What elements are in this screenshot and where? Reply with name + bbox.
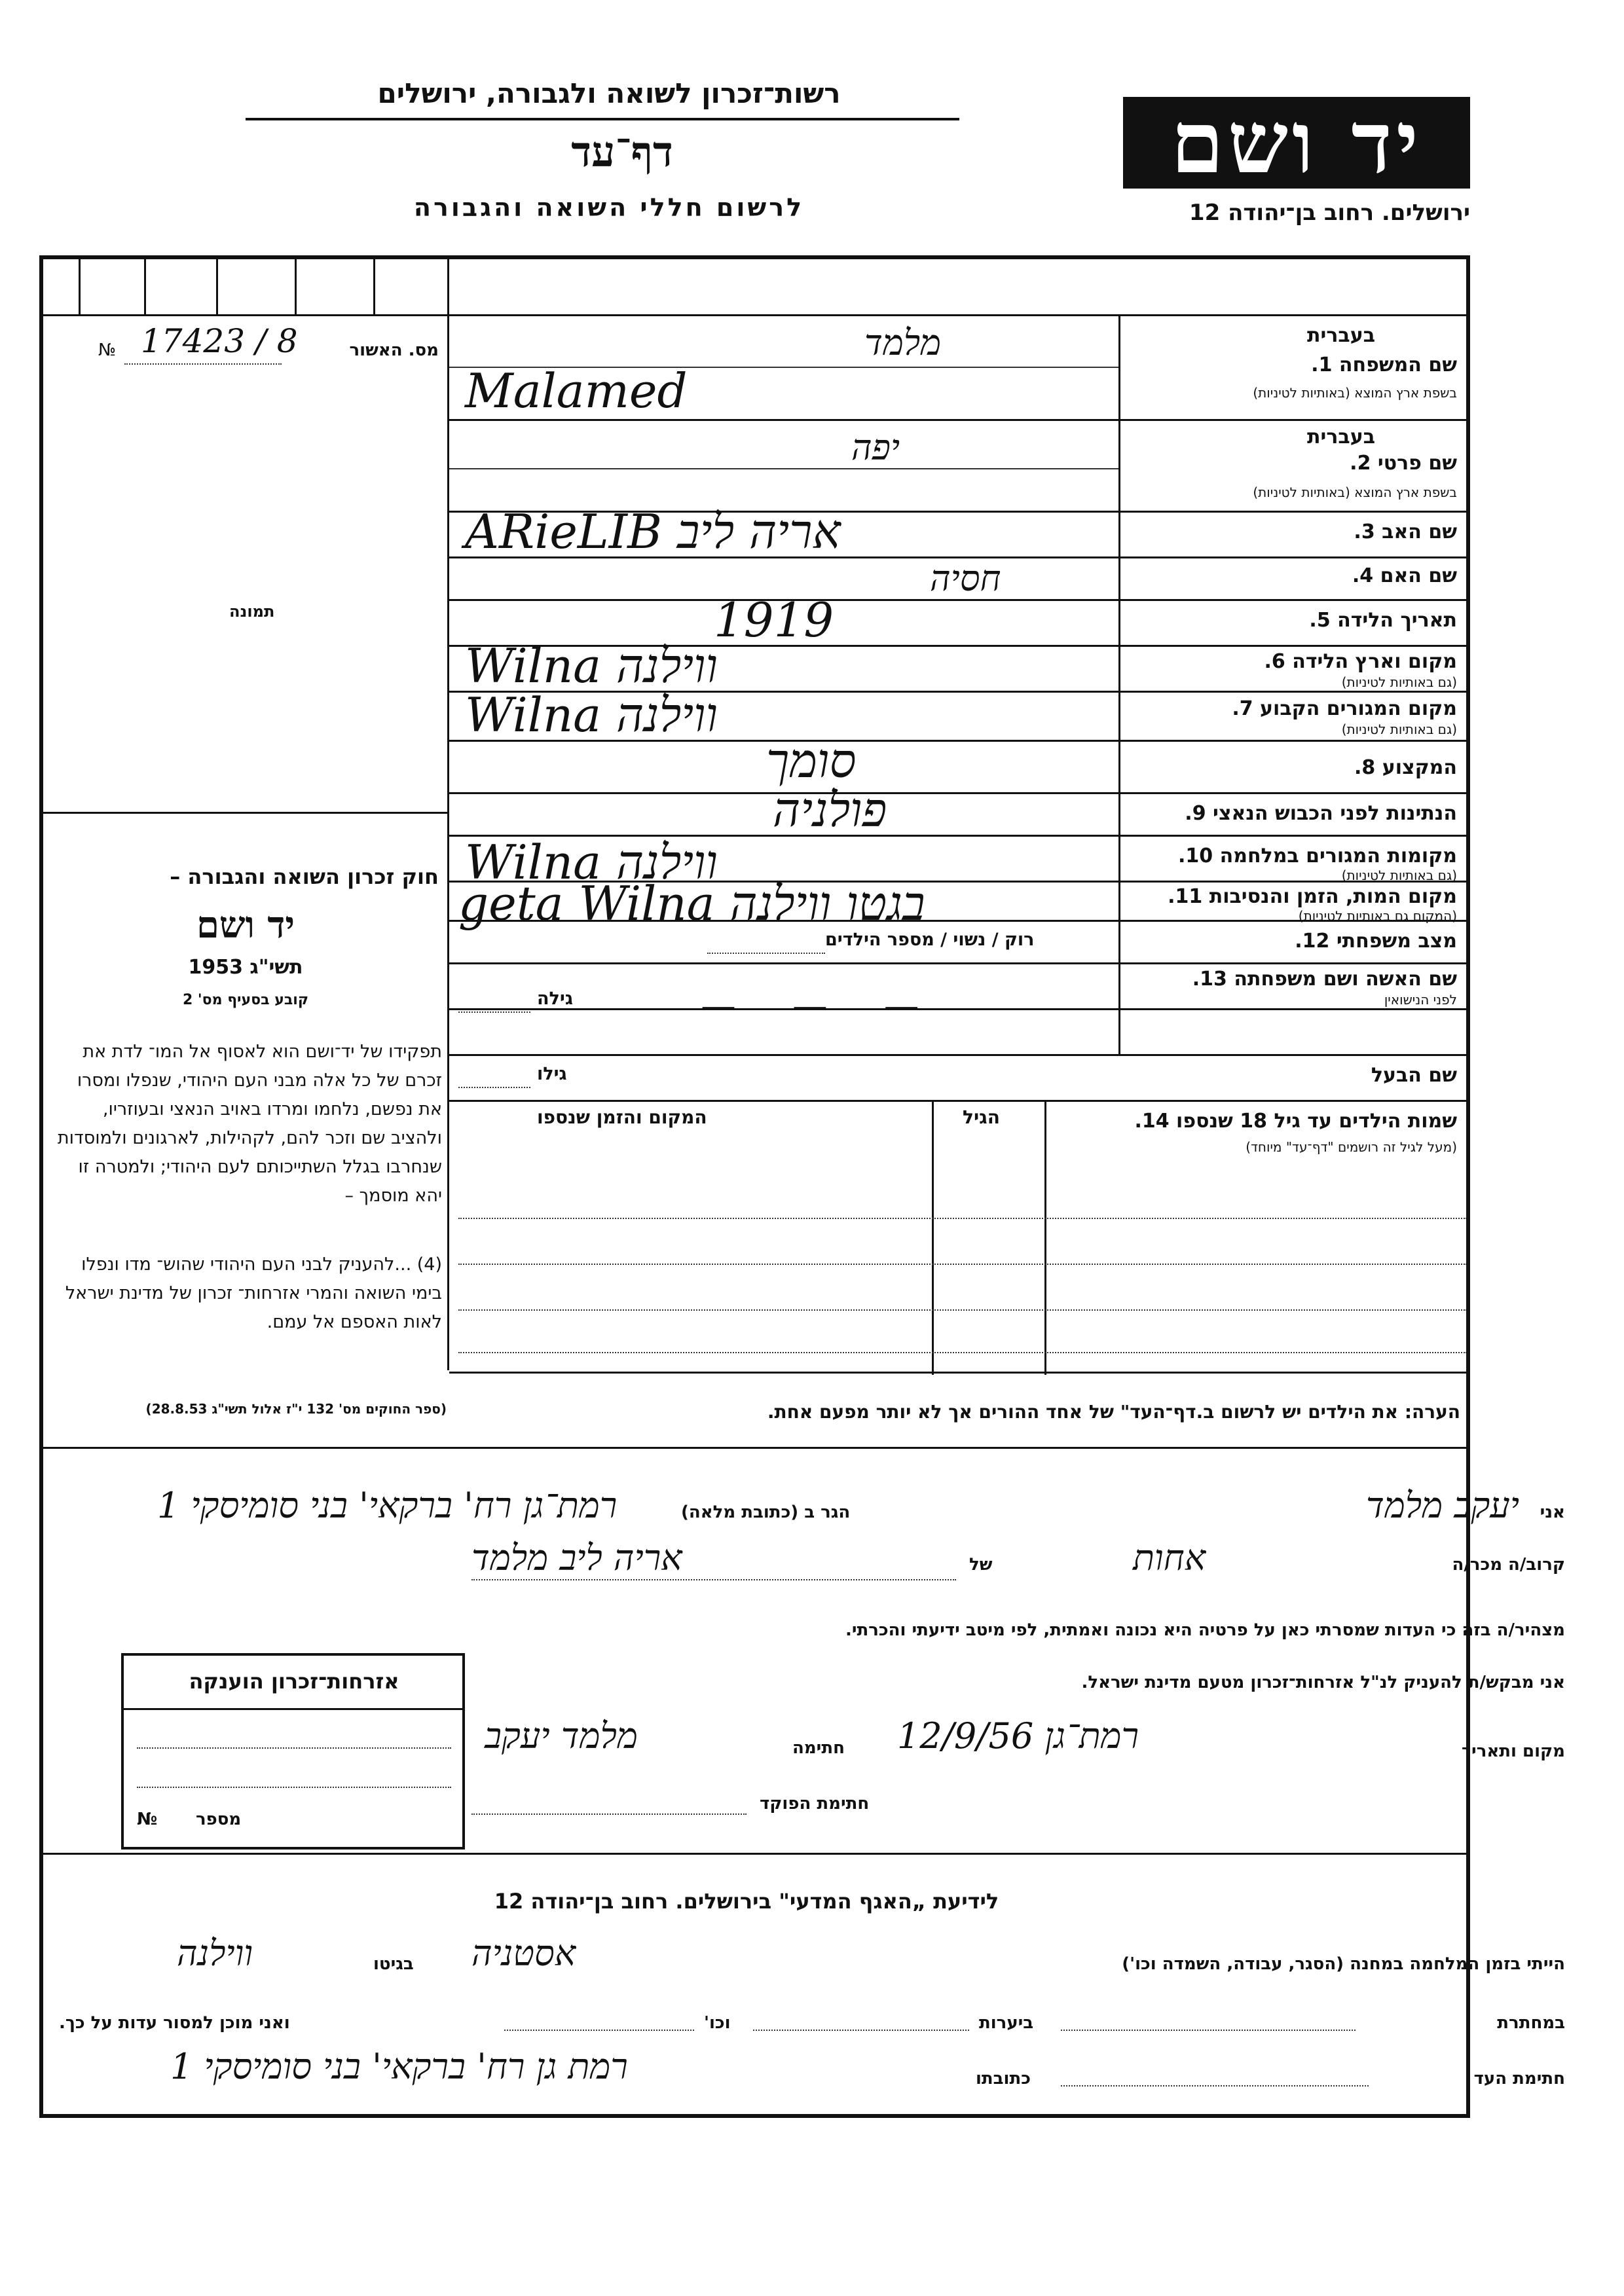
field-7-label-text: מקום המגורים הקבוע — [1260, 697, 1457, 720]
footer-line2-mid: ביערות — [979, 2013, 1034, 2033]
field-1-label-text: שם המשפחה — [1338, 354, 1457, 376]
citizenship-number-prefix: № — [137, 1810, 158, 1829]
field-6-value[interactable]: Wilna ווילנה — [465, 638, 718, 693]
field-3-value[interactable]: ARieLIB אריה ליב — [465, 504, 841, 559]
field-1-label — [1311, 354, 1457, 376]
field-13-num: 13. — [1192, 968, 1227, 991]
field-12-num: 12. — [1295, 930, 1330, 953]
husband-age-line — [458, 1087, 530, 1088]
field-10-label-text: מקומות המגורים במלחמה — [1219, 845, 1457, 867]
field-8-label-text: המקצוע — [1382, 756, 1457, 779]
field-4-value[interactable]: חסיה — [930, 558, 1001, 599]
footer-line1-value[interactable]: אסטניה — [471, 1933, 576, 1974]
children-row-3 — [458, 1309, 1467, 1311]
law-text-2: (4) ...להעניק לבני העם היהודי שהוש־ מדו ונפלו בימי השואה והמרי אזרחות־ זכרון של מדינת ישראל לאות האספם אל עמם. — [65, 1254, 442, 1332]
top-row-tick-5 — [373, 257, 375, 314]
footer-line2-etc: וכו' — [704, 2013, 731, 2033]
husband-age-label: גילו — [537, 1064, 567, 1084]
children-label-text: שמות הילדים עד גיל 18 שנספו — [1176, 1110, 1457, 1133]
field-8-label — [1354, 756, 1457, 779]
field-12-label — [1295, 930, 1457, 953]
relation-label: קרוב/ה מכר/ה — [1452, 1555, 1565, 1575]
top-row-tick-1 — [79, 257, 81, 314]
witness-label: חתימת העד — [1473, 2069, 1565, 2088]
husband-label: שם הבעל — [1371, 1064, 1457, 1087]
footer-line2-field-3 — [504, 2030, 694, 2031]
children-col-divider-2 — [1044, 1100, 1046, 1375]
field-11-label-text: מקום המות, הזמן והנסיבות — [1209, 885, 1457, 908]
citizenship-title: אזרחות־זכרון הוענקה — [189, 1669, 399, 1694]
declaration-request: אני מבקש/ת להעניק לנ"ל אזרחות־זכרון מטעם מדינת ישראל. — [1081, 1673, 1565, 1692]
header-rule — [246, 118, 959, 120]
field-5-label — [1309, 609, 1457, 632]
field-5-label-text: תאריך הלידה — [1337, 609, 1457, 632]
field-6-sub: (גם באותיות לטיניות) — [1341, 674, 1457, 690]
field-12-options[interactable]: רוק / נשוי / מספר הילדים — [825, 930, 1035, 950]
photo-bottom-line — [41, 812, 447, 814]
top-row-tick-4 — [295, 257, 297, 314]
children-note: הערה: את הילדים יש לרשום ב.דף־העד" של אחד ההורים אך לא יותר מפעם אחת. — [767, 1401, 1460, 1423]
citizenship-line-1 — [137, 1747, 451, 1749]
address-line: ירושלים. רחוב בן־יהודה 12 — [1189, 200, 1470, 226]
law-clause: קובע בסעיף מס' 2 — [182, 992, 309, 1008]
top-row-tick-2 — [144, 257, 146, 314]
field-7-sub: (גם באותיות לטיניות) — [1341, 721, 1457, 737]
declaration-i-label: אני — [1540, 1503, 1565, 1522]
citizenship-line-2 — [137, 1787, 451, 1788]
citizenship-box — [121, 1653, 465, 1850]
field-2-hebrew-value[interactable]: יפה — [851, 427, 900, 468]
note-bottom-line — [41, 1447, 1468, 1449]
children-row-1 — [458, 1218, 1467, 1219]
official-signature-label: חתימת הפוקד — [760, 1794, 870, 1813]
relation-value[interactable]: אחות — [1133, 1537, 1206, 1578]
children-label — [1134, 1110, 1457, 1133]
field-2-num: 2. — [1350, 452, 1371, 475]
field-2-label — [1350, 452, 1457, 475]
children-sub: (מעל לגיל זה רושמים "דף־עד" מיוחד) — [1246, 1139, 1457, 1155]
top-row-line — [41, 314, 1468, 316]
field-10-num: 10. — [1178, 845, 1213, 867]
left-column-divider — [447, 257, 449, 1370]
field-8-value[interactable]: סומך — [766, 733, 857, 788]
photo-label: תמונה — [229, 602, 275, 621]
footer-top-line — [41, 1853, 1468, 1855]
children-row-2 — [458, 1264, 1467, 1265]
field-13-sub: לפני הנישואין — [1384, 992, 1457, 1008]
field-3-num: 3. — [1354, 520, 1375, 543]
field-11-sub: (המקום גם באותיות לטיניות) — [1298, 908, 1457, 924]
children-place-col: המקום והזמן שנספו — [537, 1106, 707, 1128]
law-name: יד ושם — [196, 903, 295, 947]
row-line — [449, 599, 1468, 601]
signature-value[interactable]: מלמד יעקב — [485, 1715, 638, 1757]
signature-label: חתימה — [792, 1738, 845, 1758]
footer-line1-tail-value[interactable]: ווילנה — [177, 1933, 253, 1974]
field-11-value[interactable]: geta Wilna בגטו ווילנה — [458, 876, 925, 931]
field-13-label-text: שם האשה ושם משפחתה — [1234, 968, 1457, 991]
field-12-underline — [707, 953, 825, 954]
field-10-sub: (גם באותיות לטיניות) — [1341, 867, 1457, 883]
children-age-col: הגיל — [963, 1106, 1000, 1128]
registry-label: מס. האשור — [349, 340, 439, 360]
law-text-1: תפקידו של יד־ושם הוא לאסוף אל המו־ לדת את זכרם של כל אלה מבני העם היהודי, שנפלו ומסרו את נפשם, נלחמו ומרדו באויב הנאצי ובעוזריו, ולהציב שם וזכר להם, לקהילות, לארגונים ולמוסדות שנחרבו בגלל השתייכותם לעם היהודי; ולמטרה זו יהא מוסמך – — [57, 1042, 442, 1206]
field-6-label-text: מקום וארץ הלידה — [1292, 650, 1457, 673]
field-11-num: 11. — [1168, 885, 1203, 908]
row-line — [449, 792, 1468, 794]
place-date-value[interactable]: רמת־גן 12/9/56 — [897, 1715, 1139, 1757]
row-line — [449, 1008, 1468, 1010]
field-13-age-line — [458, 1011, 530, 1013]
field-12-label-text: מצב משפחתי — [1336, 930, 1457, 953]
field-4-num: 4. — [1352, 564, 1374, 587]
field-7-label — [1232, 697, 1457, 720]
footer-line2-label: במחתרת — [1497, 2013, 1565, 2033]
field-6-label — [1264, 650, 1457, 673]
law-year: תשי"ג 1953 — [188, 956, 303, 979]
field-10-label — [1178, 845, 1457, 867]
field-2-sub: בשפת ארץ המוצא (באותיות לטיניות) — [1253, 484, 1457, 500]
registry-value: 17423 / 8 — [141, 322, 298, 360]
authority-line: רשות־זכרון לשואה ולגבורה, ירושלים — [377, 77, 841, 109]
field-8-num: 8. — [1354, 756, 1376, 779]
footer-line1-label: הייתי בזמן המלחמה במחנה (הסגר, עבודה, השמדה וכו') — [1122, 1954, 1565, 1974]
field-3-label — [1354, 520, 1457, 543]
field-1-num: 1. — [1311, 354, 1333, 376]
label-column-divider — [1118, 314, 1120, 1054]
footer-line2-field-2 — [753, 2030, 969, 2031]
field-2-label-text: שם פרטי — [1377, 452, 1457, 475]
witness-signature-line — [1061, 2085, 1369, 2086]
row-line — [449, 1100, 1468, 1102]
relation-of-line — [471, 1579, 956, 1580]
field-4-label-text: שם האם — [1380, 564, 1457, 587]
field-10-value[interactable]: Wilna ווילנה — [465, 835, 718, 890]
field-2-tag: בעברית — [1307, 426, 1375, 448]
declarant-address[interactable]: רמת־גן רח' ברקאי' בני סומיסקי 1 — [157, 1485, 618, 1526]
field-5-num: 5. — [1309, 609, 1331, 632]
field-9-num: 9. — [1185, 802, 1206, 825]
row-line — [449, 468, 1118, 469]
field-11-label — [1168, 885, 1457, 908]
row-line — [449, 419, 1468, 421]
citizenship-title-line — [124, 1708, 462, 1710]
field-13-age-label: גילה — [537, 989, 573, 1009]
declaration-statement: מצהיר/ה בזה כי העדות שמסרתי כאן על פרטיה היא נכונה ואמתית, לפי מיטב ידיעתי והכרתי. — [845, 1620, 1565, 1640]
field-6-num: 6. — [1264, 650, 1285, 673]
official-signature-line — [471, 1813, 747, 1815]
footer-line2-end: ואני מוכן למסור עדות על כך. — [59, 2013, 290, 2033]
field-5-value[interactable]: 1919 — [714, 592, 834, 647]
citizenship-number-label: מספר — [196, 1810, 242, 1829]
field-3-label-text: שם האב — [1382, 520, 1457, 543]
relation-of-label: של — [969, 1555, 993, 1575]
row-line — [449, 1054, 1468, 1056]
footer-attention: לידיעת „האגף המדעי" בירושלים. רחוב בן־יהודה 12 — [494, 1889, 999, 1914]
law-source: (ספר החוקים מס' 132 י"ז אלול תשי"ג 28.8.53) — [145, 1401, 447, 1417]
form-subtitle: לרשום חללי השואה והגבורה — [413, 193, 805, 222]
yad-vashem-logo: יד ושם — [1123, 97, 1470, 189]
field-9-label — [1185, 802, 1457, 825]
field-13-dashes: — — — — [701, 985, 919, 1027]
registry-number — [98, 322, 439, 367]
field-1-tag: בעברית — [1307, 324, 1375, 347]
footer-line2-field-1 — [1061, 2030, 1356, 2031]
place-date-label: מקום ותאריך — [1462, 1741, 1565, 1761]
registry-prefix: № — [98, 340, 117, 360]
children-row-4 — [458, 1352, 1467, 1353]
field-4-label — [1352, 564, 1457, 587]
declarant-name[interactable]: יעקב מלמד — [1366, 1485, 1519, 1526]
footer-line1-tail-label: בגיטו — [373, 1954, 414, 1974]
field-13-label — [1192, 968, 1457, 991]
field-9-value[interactable]: פולניה — [773, 782, 887, 837]
field-1-hebrew-value[interactable]: מלמד — [864, 322, 942, 363]
field-1-latin-value[interactable]: Malamed — [465, 363, 688, 418]
relation-of-name[interactable]: אריה ליב מלמד — [471, 1537, 682, 1578]
field-9-label-text: הנתינות לפני הכבוש הנאצי — [1213, 802, 1457, 825]
registry-underline — [124, 363, 282, 365]
declaration-resides-label: הגר ב (כתובת מלאה) — [681, 1503, 851, 1522]
row-line — [449, 962, 1468, 964]
children-col-divider-1 — [932, 1100, 934, 1375]
field-7-value[interactable]: Wilna ווילנה — [465, 687, 718, 742]
witness-address-label: כתובתו — [976, 2069, 1031, 2088]
children-bottom-line — [449, 1372, 1468, 1374]
top-row-tick-3 — [216, 257, 218, 314]
law-heading: חוק זכרון השואה והגבורה – — [170, 864, 439, 889]
witness-address-value[interactable]: רמת גן רח' ברקאי' בני סומיסקי 1 — [170, 2046, 628, 2087]
field-1-sub: בשפת ארץ המוצא (באותיות לטיניות) — [1253, 385, 1457, 401]
field-7-num: 7. — [1232, 697, 1253, 720]
form-title: דף־עד — [571, 128, 673, 177]
children-num: 14. — [1134, 1110, 1170, 1133]
